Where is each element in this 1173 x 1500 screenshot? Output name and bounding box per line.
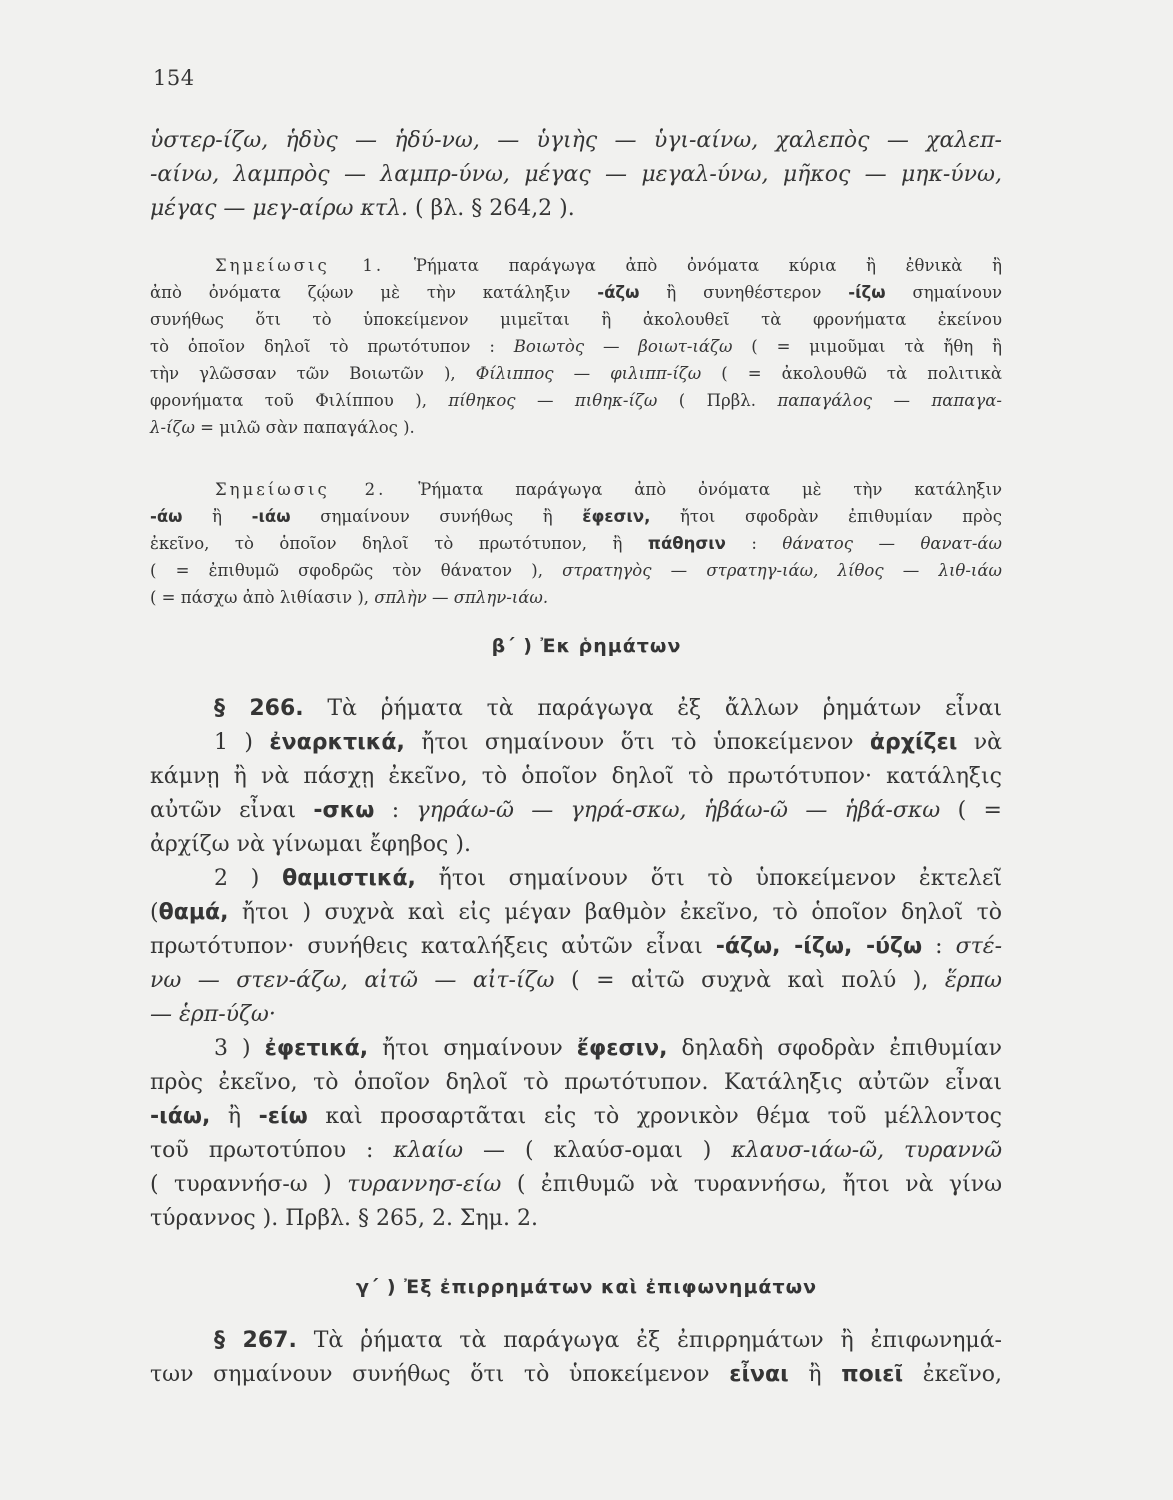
text-line: § 266. Τὰ ῥήματα τὰ παράγωγα ἐξ ἄλλων ῥημάτων εἶναι — [214, 696, 1002, 721]
text-line: -αίνω, λαμπρὸς — λαμπρ-ύνω, μέγας — μεγαλ-ύνω, μῆκος — μηκ-ύνω, — [150, 162, 1002, 187]
text-line: § 267. Τὰ ῥήματα τὰ παράγωγα ἐξ ἐπιρρημάτων ἢ ἐπιφωνημά- — [214, 1328, 1002, 1353]
text-line: κάμνῃ ἢ νὰ πάσχῃ ἐκεῖνο, τὸ ὁποῖον δηλοῖ τὸ πρωτότυπον· κατάληξις — [150, 764, 1002, 789]
section-number: § 267. — [214, 1328, 297, 1353]
paragraph-continuation — [150, 124, 1002, 226]
note-label: Σημείωσις 1. — [215, 256, 385, 275]
section-heading-b: β΄ ) Ἐκ ῥημάτων — [491, 635, 682, 657]
text-line: μέγας — μεγ-αίρω κτλ. ( βλ. § 264,2 ). — [150, 196, 575, 221]
text-line: Σημείωσις 1. Ῥήματα παράγωγα ἀπὸ ὀνόματα κύρια ἢ ἐθνικὰ ἢ — [215, 256, 1003, 275]
text-line: 2 ) θαμιστικά, ἤτοι σημαίνουν ὅτι τὸ ὑποκείμενον ἐκτελεῖ — [214, 866, 1003, 891]
text-line: πρὸς ἐκεῖνο, τὸ ὁποῖον δηλοῖ τὸ πρωτότυπον. Κατάληξις αὐτῶν εἶναι — [150, 1070, 1002, 1095]
section-number: § 266. — [214, 696, 304, 721]
section-heading-c: γ΄ ) Ἐξ ἐπιρρημάτων καὶ ἐπιφωνημάτων — [355, 1276, 818, 1298]
text-line: των σημαίνουν συνήθως ὅτι τὸ ὑποκείμενον εἶναι ἢ ποιεῖ ἐκεῖνο, — [150, 1362, 1002, 1387]
text-line: συνήθως ὅτι τὸ ὑποκείμενον μιμεῖται ἢ ἀκολουθεῖ τὰ φρονήματα ἐκείνου — [150, 310, 1002, 329]
section-266 — [150, 692, 1002, 1236]
text-line: αὐτῶν εἶναι -σκω : γηράω-ῶ — γηρά-σκω, ἡβάω-ῶ — ἡβά-σκω ( = — [150, 798, 1002, 823]
text-line: τὸ ὁποῖον δηλοῖ τὸ πρωτότυπον : Βοιωτὸς — βοιωτ-ιάζω ( = μιμοῦμαι τὰ ἤθη ἢ — [150, 337, 1002, 356]
text-line: φρονήματα τοῦ Φιλίππου ), πίθηκος — πιθηκ-ίζω ( Πρβλ. παπαγάλος — παπαγα- — [150, 391, 1002, 410]
text-line: ( τυραννήσ-ω ) τυραννησ-είω ( ἐπιθυμῶ νὰ τυραννήσω, ἤτοι νὰ γίνω — [150, 1172, 1003, 1197]
text-line: ( = πάσχω ἀπὸ λιθίασιν ), σπλὴν — σπλην-ιάω. — [150, 588, 549, 607]
text-line: νω — στεν-άζω, αἰτῶ — αἰτ-ίζω ( = αἰτῶ συχνὰ καὶ πολύ ), ἕρπω — [150, 968, 1002, 993]
text-line: — ἑρπ-ύζω· — [150, 1002, 276, 1027]
page-number: 154 — [153, 66, 195, 90]
note-1 — [150, 252, 1002, 441]
text-line: 1 ) ἐναρκτικά, ἤτοι σημαίνουν ὅτι τὸ ὑποκείμενον ἀρχίζει νὰ — [214, 730, 1003, 755]
text-line: -άω ἢ -ιάω σημαίνουν συνήθως ἢ ἔφεσιν, ἤτοι σφοδρὰν ἐπιθυμίαν πρὸς — [150, 507, 1002, 526]
text-line: τὴν γλῶσσαν τῶν Βοιωτῶν ), Φίλιππος — φιλιππ-ίζω ( = ἀκολουθῶ τὰ πολιτικὰ — [150, 364, 1003, 383]
text-line: Σημείωσις 2. Ῥήματα παράγωγα ἀπὸ ὀνόματα μὲ τὴν κατάληξιν — [215, 480, 1002, 499]
text-line: ἀρχίζω νὰ γίνωμαι ἔφηβος ). — [150, 832, 471, 857]
text-line: ἐκεῖνο, τὸ ὁποῖον δηλοῖ τὸ πρωτότυπον, ἢ πάθησιν : θάνατος — θανατ-άω — [150, 534, 1002, 553]
text-line: 3 ) ἐφετικά, ἤτοι σημαίνουν ἔφεσιν, δηλαδὴ σφοδρὰν ἐπιθυμίαν — [214, 1036, 1002, 1061]
note-2 — [150, 476, 1002, 611]
section-267 — [150, 1324, 1002, 1392]
text-line: πρωτότυπον· συνήθεις καταλήξεις αὐτῶν εἶναι -άζω, -ίζω, -ύζω : στέ- — [150, 934, 1003, 959]
text-line: ἀπὸ ὀνόματα ζῴων μὲ τὴν κατάληξιν -άζω ἢ συνηθέστερον -ίζω σημαίνουν — [150, 283, 1003, 302]
text-line: ( = ἐπιθυμῶ σφοδρῶς τὸν θάνατον ), στρατηγὸς — στρατηγ-ιάω, λίθος — λιθ-ιάω — [150, 561, 1002, 580]
text-line: (θαμά, ἤτοι ) συχνὰ καὶ εἰς μέγαν βαθμὸν ἐκεῖνο, τὸ ὁποῖον δηλοῖ τὸ — [150, 900, 1003, 925]
text-line: ὑστερ-ίζω, ἡδὺς — ἡδύ-νω, — ὑγιὴς — ὑγι-αίνω, χαλεπὸς — χαλεπ- — [150, 128, 1002, 153]
note-label: Σημείωσις 2. — [215, 480, 387, 499]
text-line: λ-ίζω = μιλῶ σὰν παπαγάλος ). — [150, 418, 415, 437]
text-line: τύραννος ). Πρβλ. § 265, 2. Σημ. 2. — [150, 1206, 538, 1231]
text-line: τοῦ πρωτοτύπου : κλαίω — ( κλαύσ-ομαι ) κλαυσ-ιάω-ῶ, τυραννῶ — [150, 1138, 1003, 1163]
text-line: -ιάω, ἢ -είω καὶ προσαρτᾶται εἰς τὸ χρονικὸν θέμα τοῦ μέλλοντος — [150, 1104, 1002, 1129]
